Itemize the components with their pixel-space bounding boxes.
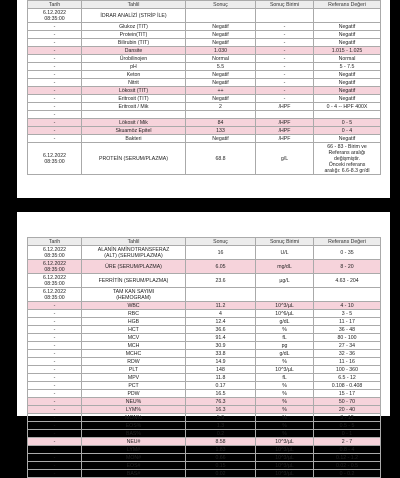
test-name-cell: HCT <box>82 326 186 334</box>
reference-cell: 32 - 36 <box>314 350 381 358</box>
unit-cell: 10^3/µL <box>256 366 314 374</box>
table-row <box>28 454 381 462</box>
reference-cell: 0.108 - 0.408 <box>314 382 381 390</box>
date-cell: - <box>28 422 82 430</box>
header-unit-cell: Sonuç Birimi <box>256 238 314 246</box>
test-name-cell: MPV <box>82 374 186 382</box>
reference-cell: Negatif <box>314 95 381 103</box>
test-name-cell: MCH <box>82 342 186 350</box>
result-cell: 1.83 <box>186 446 256 454</box>
result-cell: 0.02 <box>186 470 256 478</box>
header-test-name-cell: Tahlil <box>82 1 186 9</box>
table-row <box>28 422 381 430</box>
urinalysis-results-table <box>27 0 381 175</box>
unit-cell: - <box>256 23 314 31</box>
unit-cell: g/L <box>256 143 314 175</box>
unit-cell: g/dL <box>256 350 314 358</box>
date-cell: - <box>28 470 82 478</box>
table-row <box>28 350 381 358</box>
reference-cell: 0 - 0.2 <box>314 470 381 478</box>
test-name-cell: MCV <box>82 334 186 342</box>
reference-cell: 2 - 7 <box>314 438 381 446</box>
date-cell: - <box>28 63 82 71</box>
table-row <box>28 31 381 39</box>
test-name-cell: LYM# <box>82 446 186 454</box>
reference-cell: 0 - 5 <box>314 119 381 127</box>
unit-cell: pg <box>256 342 314 350</box>
header-date-cell: Tarih <box>28 238 82 246</box>
test-name-cell: Skuamöz Epitel <box>82 127 186 135</box>
reference-cell: 80 - 100 <box>314 334 381 342</box>
header-test-name-cell: Tahlil <box>82 238 186 246</box>
test-name-cell: NEU# <box>82 438 186 446</box>
date-cell: - <box>28 103 82 111</box>
result-cell: 1.3 <box>186 422 256 430</box>
report-page-1 <box>17 0 390 198</box>
result-cell: Negatif <box>186 71 256 79</box>
reference-cell: 3 - 12 <box>314 414 381 422</box>
table-row <box>28 274 381 288</box>
table-header-row <box>28 1 381 9</box>
date-cell: - <box>28 23 82 31</box>
header-reference-cell: Referans Değeri <box>314 1 381 9</box>
result-cell <box>186 288 256 302</box>
test-name-cell: Nitrit <box>82 79 186 87</box>
test-name-cell: RBC <box>82 310 186 318</box>
reference-cell: 8 - 20 <box>314 260 381 274</box>
unit-cell <box>256 288 314 302</box>
unit-cell: - <box>256 87 314 95</box>
test-name-cell: Lökosit / Mik <box>82 119 186 127</box>
result-cell: 5.9 <box>186 414 256 422</box>
reference-cell <box>314 9 381 23</box>
result-cell: 36.6 <box>186 326 256 334</box>
table-header-row <box>28 238 381 246</box>
test-name-cell: Glukoz (TIT) <box>82 23 186 31</box>
reference-cell: 66 - 83 - Birim ve Referans aralığı değişmiştir. Önceki referans aralığı: 6.6-8.3 gr/dl <box>314 143 381 175</box>
result-cell: Negatif <box>186 79 256 87</box>
test-name-cell: Eritrosit (TIT) <box>82 95 186 103</box>
date-cell: - <box>28 358 82 366</box>
reference-cell: Negatif <box>314 39 381 47</box>
table-row <box>28 342 381 350</box>
reference-cell: 0.5 - 5 <box>314 422 381 430</box>
date-cell: 6.12.2022 08:35:00 <box>28 143 82 175</box>
unit-cell: % <box>256 358 314 366</box>
date-cell: - <box>28 111 82 119</box>
reference-cell: 4 - 10 <box>314 302 381 310</box>
result-cell: 33.8 <box>186 350 256 358</box>
reference-cell: 11 - 16 <box>314 358 381 366</box>
table-row <box>28 63 381 71</box>
table-row <box>28 39 381 47</box>
result-cell: Normal <box>186 55 256 63</box>
unit-cell: mg/dL <box>256 260 314 274</box>
result-cell: 11.8 <box>186 374 256 382</box>
reference-cell: 4.63 - 204 <box>314 274 381 288</box>
unit-cell: 10^6/µL <box>256 310 314 318</box>
unit-cell: % <box>256 414 314 422</box>
test-name-cell: Lökosit (TIT) <box>82 87 186 95</box>
header-date-cell: Tarih <box>28 1 82 9</box>
reference-cell: 0.12 - 1.2 <box>314 454 381 462</box>
table-row <box>28 310 381 318</box>
result-cell: 2 <box>186 103 256 111</box>
unit-cell: % <box>256 326 314 334</box>
unit-cell: /HPF <box>256 135 314 143</box>
result-cell: 30.9 <box>186 342 256 350</box>
date-cell: 6.12.2022 08:35:00 <box>28 246 82 260</box>
test-name-cell: EOS% <box>82 422 186 430</box>
test-name-cell: ALANİN AMİNOTRANSFERAZ (ALT) (SERUM/PLAZMA) <box>82 246 186 260</box>
date-cell: - <box>28 87 82 95</box>
result-cell: 0.17 <box>186 382 256 390</box>
result-cell <box>186 111 256 119</box>
test-name-cell: Eritrosit / Mik <box>82 103 186 111</box>
test-name-cell: TAM KAN SAYIMI (HEMOGRAM) <box>82 288 186 302</box>
table-row <box>28 246 381 260</box>
unit-cell: g/dL <box>256 318 314 326</box>
test-name-cell: PLT <box>82 366 186 374</box>
table-row <box>28 71 381 79</box>
date-cell: - <box>28 462 82 470</box>
date-cell: - <box>28 382 82 390</box>
unit-cell: % <box>256 390 314 398</box>
table-row <box>28 318 381 326</box>
unit-cell: % <box>256 382 314 390</box>
unit-cell: - <box>256 63 314 71</box>
result-cell: 14.9 <box>186 358 256 366</box>
unit-cell: 10^3/µL <box>256 470 314 478</box>
unit-cell <box>256 111 314 119</box>
reference-cell: Negatif <box>314 23 381 31</box>
header-result-cell: Sonuç <box>186 238 256 246</box>
date-cell: - <box>28 406 82 414</box>
result-cell: Negatif <box>186 23 256 31</box>
test-name-cell: MON% <box>82 414 186 422</box>
date-cell: - <box>28 135 82 143</box>
table-row <box>28 288 381 302</box>
test-name-cell: HGB <box>82 318 186 326</box>
result-cell: Negatif <box>186 95 256 103</box>
table-row-abnormal <box>28 119 381 127</box>
unit-cell: - <box>256 95 314 103</box>
report-page-2 <box>17 212 390 477</box>
result-cell: 68.8 <box>186 143 256 175</box>
date-cell: - <box>28 326 82 334</box>
reference-cell: Negatif <box>314 87 381 95</box>
date-cell: - <box>28 39 82 47</box>
result-cell: 23.6 <box>186 274 256 288</box>
blood-results-table <box>27 237 381 478</box>
date-cell: - <box>28 374 82 382</box>
table-row <box>28 366 381 374</box>
date-cell: - <box>28 342 82 350</box>
date-cell: 6.12.2022 08:35:00 <box>28 9 82 23</box>
test-name-cell: LYM% <box>82 406 186 414</box>
reference-cell: Negatif <box>314 71 381 79</box>
table-row <box>28 470 381 478</box>
table-row <box>28 55 381 63</box>
unit-cell <box>256 9 314 23</box>
test-name-cell: WBC <box>82 302 186 310</box>
date-cell: - <box>28 127 82 135</box>
date-cell: - <box>28 95 82 103</box>
table-row <box>28 111 381 119</box>
unit-cell: 10^3/µL <box>256 446 314 454</box>
unit-cell: % <box>256 422 314 430</box>
unit-cell: fL <box>256 374 314 382</box>
table-row <box>28 103 381 111</box>
reference-cell: 20 - 40 <box>314 406 381 414</box>
date-cell: - <box>28 430 82 438</box>
table-row <box>28 430 381 438</box>
unit-cell: % <box>256 398 314 406</box>
table-row <box>28 374 381 382</box>
date-cell: 6.12.2022 08:35:00 <box>28 260 82 274</box>
table-row-abnormal <box>28 398 381 406</box>
result-cell: 8.58 <box>186 438 256 446</box>
test-name-cell <box>82 111 186 119</box>
date-cell: - <box>28 71 82 79</box>
header-result-cell: Sonuç <box>186 1 256 9</box>
unit-cell: fL <box>256 334 314 342</box>
unit-cell: 10^3/µL <box>256 302 314 310</box>
date-cell: - <box>28 398 82 406</box>
reference-cell <box>314 111 381 119</box>
date-cell: - <box>28 390 82 398</box>
result-cell: 84 <box>186 119 256 127</box>
date-cell: - <box>28 318 82 326</box>
result-cell: Negatif <box>186 39 256 47</box>
reference-cell: 0 - 4 <box>314 127 381 135</box>
reference-cell: 11 - 17 <box>314 318 381 326</box>
test-name-cell: Keton <box>82 71 186 79</box>
reference-cell: 1.015 - 1.025 <box>314 47 381 55</box>
table-row <box>28 95 381 103</box>
unit-cell: 10^3/µL <box>256 462 314 470</box>
result-cell: 5.5 <box>186 63 256 71</box>
date-cell: - <box>28 302 82 310</box>
date-cell: - <box>28 446 82 454</box>
result-cell: Negatif <box>186 31 256 39</box>
test-name-cell: Bilirubin (TIT) <box>82 39 186 47</box>
reference-cell: 0.02 - 0.5 <box>314 462 381 470</box>
table-row <box>28 135 381 143</box>
date-cell: - <box>28 366 82 374</box>
test-name-cell: EOS# <box>82 462 186 470</box>
test-name-cell: BAS% <box>82 430 186 438</box>
result-cell: 91.4 <box>186 334 256 342</box>
test-name-cell: PROTEİN (SERUM/PLAZMA) <box>82 143 186 175</box>
reference-cell: Normal <box>314 55 381 63</box>
test-name-cell: İDRAR ANALİZİ (STRİP İLE) <box>82 9 186 23</box>
result-cell: 0.15 <box>186 462 256 470</box>
table-row <box>28 23 381 31</box>
unit-cell: U/L <box>256 246 314 260</box>
test-name-cell: FERRİTİN (SERUM/PLAZMA) <box>82 274 186 288</box>
date-cell: - <box>28 310 82 318</box>
unit-cell: - <box>256 79 314 87</box>
unit-cell: µg/L <box>256 274 314 288</box>
table-row-abnormal <box>28 406 381 414</box>
unit-cell: - <box>256 71 314 79</box>
table-row <box>28 334 381 342</box>
table-row-abnormal <box>28 127 381 135</box>
test-name-cell: MON# <box>82 454 186 462</box>
test-name-cell: RDW <box>82 358 186 366</box>
header-unit-cell: Sonuç Birimi <box>256 1 314 9</box>
test-name-cell: PCT <box>82 382 186 390</box>
result-cell: 4 <box>186 310 256 318</box>
date-cell: - <box>28 414 82 422</box>
reference-cell: 36 - 48 <box>314 326 381 334</box>
reference-cell: 0 - 35 <box>314 246 381 260</box>
date-cell: 6.12.2022 08:35:00 <box>28 288 82 302</box>
date-cell: - <box>28 55 82 63</box>
table-row <box>28 9 381 23</box>
reference-cell: 0.8 - 4 <box>314 446 381 454</box>
table-row <box>28 382 381 390</box>
table-row-abnormal <box>28 438 381 446</box>
table-row <box>28 446 381 454</box>
unit-cell: - <box>256 47 314 55</box>
result-cell: ++ <box>186 87 256 95</box>
result-cell: 133 <box>186 127 256 135</box>
result-cell: 16 <box>186 246 256 260</box>
date-cell: - <box>28 79 82 87</box>
date-cell: - <box>28 438 82 446</box>
test-name-cell: Ürobilinojen <box>82 55 186 63</box>
unit-cell: - <box>256 55 314 63</box>
table-row <box>28 462 381 470</box>
date-cell: - <box>28 350 82 358</box>
test-name-cell: pH <box>82 63 186 71</box>
reference-cell: 100 - 360 <box>314 366 381 374</box>
date-cell: 6.12.2022 08:35:00 <box>28 274 82 288</box>
reference-cell: Negatif <box>314 79 381 87</box>
test-name-cell: PDW <box>82 390 186 398</box>
date-cell: - <box>28 31 82 39</box>
unit-cell: % <box>256 430 314 438</box>
test-name-cell: BAS# <box>82 470 186 478</box>
table-row <box>28 390 381 398</box>
result-cell: 16.5 <box>186 390 256 398</box>
result-cell: 11.2 <box>186 302 256 310</box>
table-row-abnormal <box>28 302 381 310</box>
header-reference-cell: Referans Değeri <box>314 238 381 246</box>
table-row <box>28 326 381 334</box>
unit-cell: /HPF <box>256 119 314 127</box>
unit-cell: /HPF <box>256 127 314 135</box>
unit-cell: - <box>256 31 314 39</box>
unit-cell: 10^3/µL <box>256 454 314 462</box>
test-name-cell: NEU% <box>82 398 186 406</box>
date-cell: - <box>28 454 82 462</box>
reference-cell: 0 - 1 <box>314 430 381 438</box>
table-row <box>28 414 381 422</box>
result-cell: 0.2 <box>186 430 256 438</box>
result-cell: 6.05 <box>186 260 256 274</box>
result-cell: 16.3 <box>186 406 256 414</box>
reference-cell <box>314 288 381 302</box>
reference-cell: 5 - 7.5 <box>314 63 381 71</box>
result-cell: 148 <box>186 366 256 374</box>
table-row-abnormal <box>28 87 381 95</box>
test-name-cell: ÜRE (SERUM/PLAZMA) <box>82 260 186 274</box>
table-row-abnormal <box>28 260 381 274</box>
reference-cell: 3 - 5 <box>314 310 381 318</box>
reference-cell: Negatif <box>314 31 381 39</box>
result-cell: 0.66 <box>186 454 256 462</box>
unit-cell: /HPF <box>256 103 314 111</box>
unit-cell: 10^3/µL <box>256 438 314 446</box>
unit-cell: - <box>256 39 314 47</box>
reference-cell: 27 - 34 <box>314 342 381 350</box>
test-name-cell: Dansite <box>82 47 186 55</box>
reference-cell: 6.5 - 12 <box>314 374 381 382</box>
reference-cell: 50 - 70 <box>314 398 381 406</box>
table-row <box>28 358 381 366</box>
test-name-cell: Protein(TIT) <box>82 31 186 39</box>
table-row <box>28 143 381 175</box>
result-cell <box>186 9 256 23</box>
table-row-abnormal <box>28 47 381 55</box>
date-cell: - <box>28 47 82 55</box>
reference-cell: 15 - 17 <box>314 390 381 398</box>
result-cell: 12.4 <box>186 318 256 326</box>
reference-cell: Negatif <box>314 135 381 143</box>
date-cell: - <box>28 334 82 342</box>
test-name-cell: Bakteri <box>82 135 186 143</box>
table-row <box>28 79 381 87</box>
date-cell: - <box>28 119 82 127</box>
test-name-cell: MCHC <box>82 350 186 358</box>
reference-cell: 0 - 4 -- HPF 400X <box>314 103 381 111</box>
unit-cell: % <box>256 406 314 414</box>
result-cell: 1.030 <box>186 47 256 55</box>
result-cell: Negatif <box>186 135 256 143</box>
result-cell: 76.3 <box>186 398 256 406</box>
